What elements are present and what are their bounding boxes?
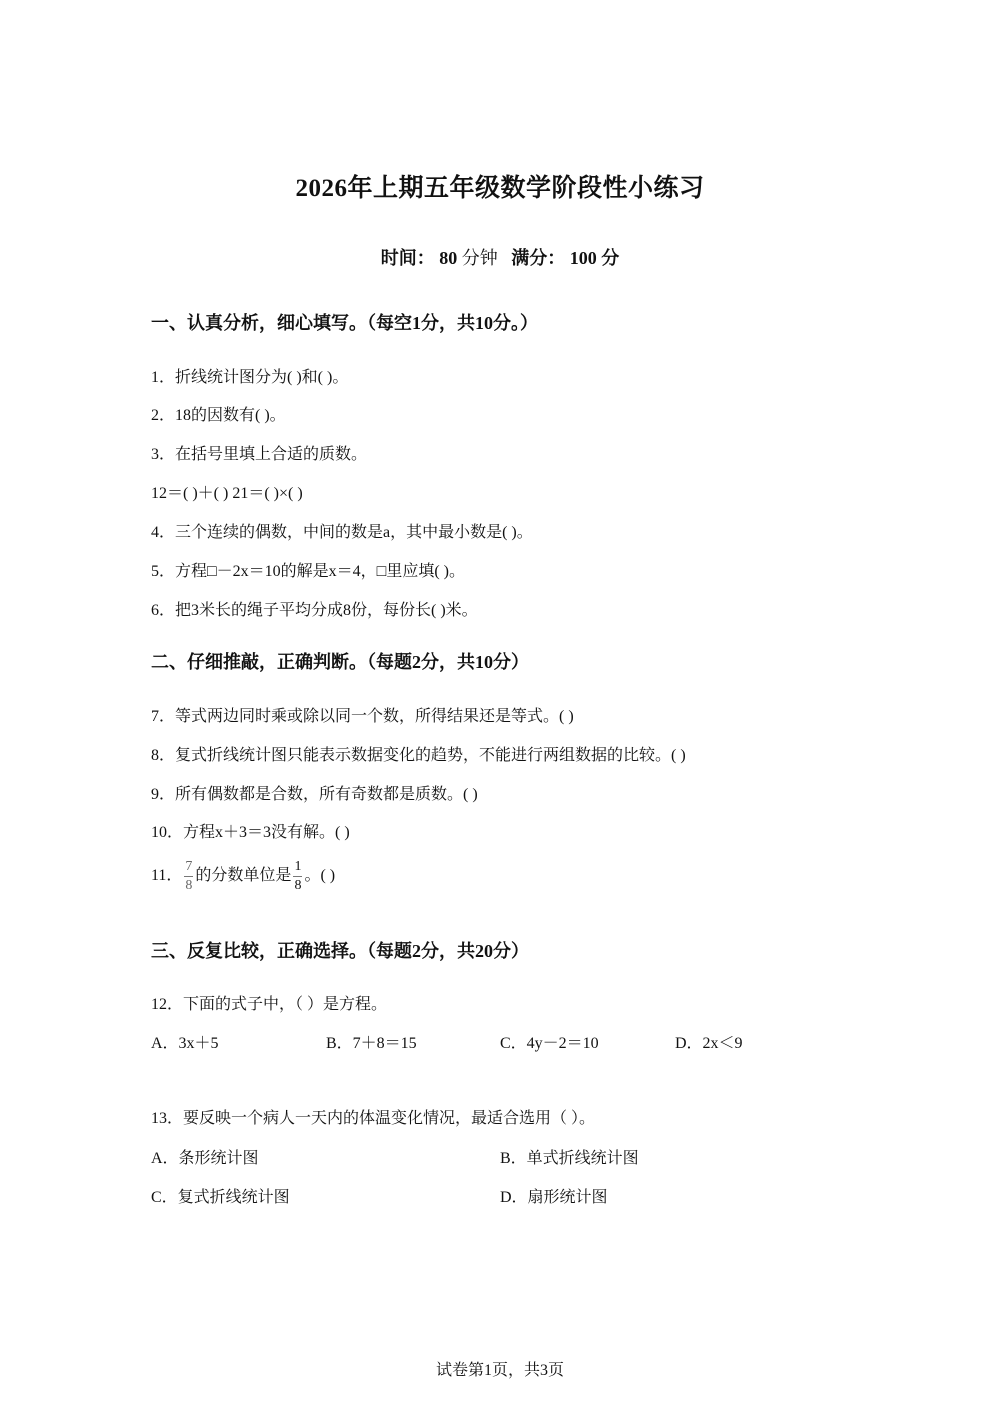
fraction-denominator: 8 bbox=[294, 878, 302, 893]
q12-option-d: D．2x＜9 bbox=[675, 1035, 743, 1052]
question-11-suffix: 。( ) bbox=[304, 867, 336, 885]
question-10: 10．方程x＋3＝3没有解。( ) bbox=[151, 824, 350, 841]
question-7: 7．等式两边同时乘或除以同一个数，所得结果还是等式。( ) bbox=[151, 708, 574, 725]
fraction-seven-eighths bbox=[184, 858, 193, 895]
q13-option-b: B．单式折线统计图 bbox=[500, 1150, 639, 1167]
question-1: 1．折线统计图分为( )和( )。 bbox=[151, 369, 349, 386]
question-11-middle: 的分数单位是 bbox=[195, 867, 292, 885]
score-value: 100 bbox=[569, 248, 597, 268]
question-13: 13．要反映一个病人一天内的体温变化情况，最适合选用（ ）。 bbox=[151, 1110, 596, 1127]
score-unit: 分 bbox=[601, 248, 620, 268]
exam-meta bbox=[0, 244, 1000, 270]
q12-option-c: C．4y－2＝10 bbox=[500, 1035, 599, 1052]
question-11-number: 11． bbox=[151, 867, 183, 885]
question-11 bbox=[151, 858, 335, 895]
fraction-numerator: 1 bbox=[293, 858, 302, 877]
fraction-denominator: 8 bbox=[185, 878, 193, 893]
fraction-one-eighth bbox=[293, 858, 302, 895]
q13-option-a: A．条形统计图 bbox=[151, 1150, 259, 1167]
q12-option-b: B．7＋8＝15 bbox=[326, 1035, 417, 1052]
question-3-blanks: 12＝( )＋( ) 21＝( )×( ) bbox=[151, 485, 303, 502]
page-title: 2026年上期五年级数学阶段性小练习 bbox=[295, 175, 705, 202]
q13-option-c: C．复式折线统计图 bbox=[151, 1189, 290, 1206]
question-3: 3．在括号里填上合适的质数。 bbox=[151, 446, 368, 463]
question-9: 9．所有偶数都是合数，所有奇数都是质数。( ) bbox=[151, 786, 478, 803]
page-footer: 试卷第1页，共3页 bbox=[435, 1362, 564, 1379]
section-heading-3: 三、反复比较，正确选择。（每题2分，共20分） bbox=[151, 941, 529, 961]
question-2: 2．18的因数有( )。 bbox=[151, 407, 286, 424]
q13-option-d: D．扇形统计图 bbox=[500, 1189, 608, 1206]
q12-option-a: A．3x＋5 bbox=[151, 1035, 219, 1052]
fraction-numerator: 7 bbox=[184, 858, 193, 877]
time-label: 时间： bbox=[380, 248, 435, 268]
section-heading-2: 二、仔细推敲，正确判断。（每题2分，共10分） bbox=[151, 652, 529, 672]
section-heading-1: 一、认真分析，细心填写。（每空1分，共10分。） bbox=[151, 313, 538, 333]
question-6: 6．把3米长的绳子平均分成8份，每份长( )米。 bbox=[151, 602, 478, 619]
time-unit: 分钟 bbox=[461, 248, 498, 268]
question-8: 8．复式折线统计图只能表示数据变化的趋势，不能进行两组数据的比较。( ) bbox=[151, 747, 686, 764]
score-label: 满分： bbox=[511, 248, 566, 268]
question-12: 12．下面的式子中，（ ）是方程。 bbox=[151, 996, 388, 1013]
time-value: 80 bbox=[439, 248, 458, 268]
question-4: 4．三个连续的偶数，中间的数是a，其中最小数是( )。 bbox=[151, 524, 533, 541]
question-5: 5．方程□－2x＝10的解是x＝4，□里应填( )。 bbox=[151, 563, 465, 580]
